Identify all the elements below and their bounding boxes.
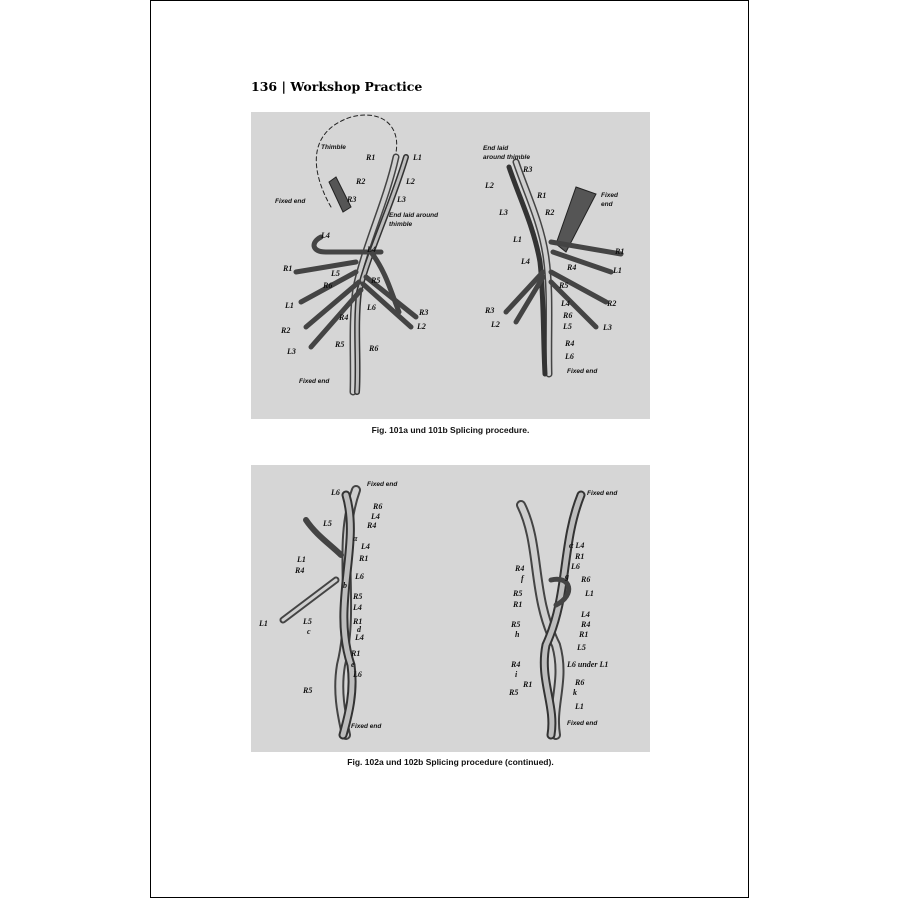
label-strand: R1 [575,552,585,561]
label-end-laid-b-2: around thimble [483,154,530,161]
figure-102-illustration [251,465,650,752]
label-strand: R3 [523,165,533,174]
label-strand: L6 [355,572,364,581]
label-strand: L3 [397,195,406,204]
label-strand: R6 [581,575,591,584]
label-strand: R4 [581,620,591,629]
label-letter: i [515,670,518,679]
label-strand: R1 [351,649,361,658]
label-fixed-end-d2: Fixed end [567,720,598,727]
label-thimble: Thimble [321,144,346,151]
label-strand: R5 [509,688,519,697]
label-letter: e [351,660,355,669]
label-letter: d [357,625,361,634]
document-page [150,0,749,898]
label-strand: R4 [567,263,577,272]
label-strand: L5 [577,643,586,652]
label-strand: L2 [406,177,415,186]
label-strand: L1 [285,301,294,310]
page-header [251,79,422,94]
label-strand: R1 [353,617,363,626]
label-strand: R5 [559,281,569,290]
label-strand: R5 [303,686,313,695]
label-strand: L6 [367,303,376,312]
label-strand: α L4 [569,541,585,550]
label-fixed-end-bottom: Fixed end [299,378,330,385]
label-strand: L6 under L1 [567,660,609,669]
figure-101-caption: Fig. 101a und 101b Splicing procedure. [371,425,530,435]
label-strand: L5 [303,617,312,626]
label-strand: R1 [283,264,293,273]
label-strand: R1 [615,247,625,256]
label-strand: R4 [565,339,575,348]
label-strand: R1 [359,554,369,563]
page-number: 136 [251,79,278,94]
label-strand: L4 [361,542,370,551]
label-strand: R4 [367,521,377,530]
label-strand: R6 [323,281,333,290]
label-letter: f [521,574,524,583]
label-strand: L6 [331,488,340,497]
label-strand: R4 [339,313,349,322]
label-strand: R1 [579,630,589,639]
label-strand: L4 [581,610,590,619]
label-strand: R3 [347,195,357,204]
label-strand: L1 [585,589,594,598]
label-strand: L4 [561,299,570,308]
header-separator: | [281,79,287,94]
label-fixed-end-c2: Fixed end [351,723,382,730]
label-strand: R6 [563,311,573,320]
label-strand: L5 [331,269,340,278]
label-strand: L1 [297,555,306,564]
label-strand: R5 [513,589,523,598]
label-fixed-b: Fixed [601,192,618,199]
label-letter: k [573,688,577,697]
label-strand: L4 [355,633,364,642]
label-strand: L2 [491,320,500,329]
label-strand: R3 [419,308,429,317]
label-end-laid-2: thimble [389,221,413,228]
figure-101-illustration [251,112,650,419]
label-strand: L6 [353,670,362,679]
label-strand: L4 [371,512,380,521]
label-strand: R6 [373,502,383,511]
label-strand: R5 [511,620,521,629]
label-fixed-end-b: Fixed end [567,368,598,375]
label-fixed-end-c: Fixed end [367,481,398,488]
label-strand: R1 [523,680,533,689]
label-letter: h [515,630,520,639]
label-strand: L1 [575,702,584,711]
label-strand: R2 [545,208,555,217]
label-letter: c [307,627,311,636]
label-fixed-end-top: Fixed end [275,198,306,205]
label-strand: R6 [575,678,585,687]
label-strand: L3 [499,208,508,217]
label-strand: L4 [353,603,362,612]
label-strand: L6 [571,562,580,571]
label-strand: L1 [513,235,522,244]
label-strand: R6 [369,344,379,353]
label-strand: L5 [323,519,332,528]
label-strand: L6 [565,352,574,361]
label-strand: R5 [353,592,363,601]
label-greek: α [353,534,358,543]
label-strand: R5 [335,340,345,349]
label-end-laid-b: End laid [483,145,509,152]
label-end-b: end [601,201,613,208]
rope-splice-drawing-102 [251,465,650,752]
label-strand: R5 [371,276,381,285]
running-title: Workshop Practice [290,79,423,94]
label-strand: L4 [521,257,530,266]
label-strand: L1 [613,266,622,275]
label-strand: R2 [356,177,366,186]
label-strand: L4 [367,245,376,254]
label-letter: b [343,581,347,590]
label-strand: L1 [413,153,422,162]
label-strand: R1 [366,153,376,162]
label-end-laid: End laid around [389,212,439,219]
label-strand: R1 [537,191,547,200]
label-strand: L1 [259,619,268,628]
label-strand: L3 [287,347,296,356]
label-strand: R4 [511,660,521,669]
label-strand: R2 [281,326,291,335]
label-strand: L4 [321,231,330,240]
label-strand: L3 [603,323,612,332]
label-letter: g [565,572,569,581]
label-strand: R4 [515,564,525,573]
label-strand: R3 [485,306,495,315]
figure-102-caption: Fig. 102a und 102b Splicing procedure (continued). [347,757,554,767]
label-strand: R1 [513,600,523,609]
label-strand: R4 [295,566,305,575]
label-fixed-end-d: Fixed end [587,490,618,497]
label-strand: L2 [485,181,494,190]
label-strand: R2 [607,299,617,308]
label-strand: L2 [417,322,426,331]
label-strand: L5 [563,322,572,331]
